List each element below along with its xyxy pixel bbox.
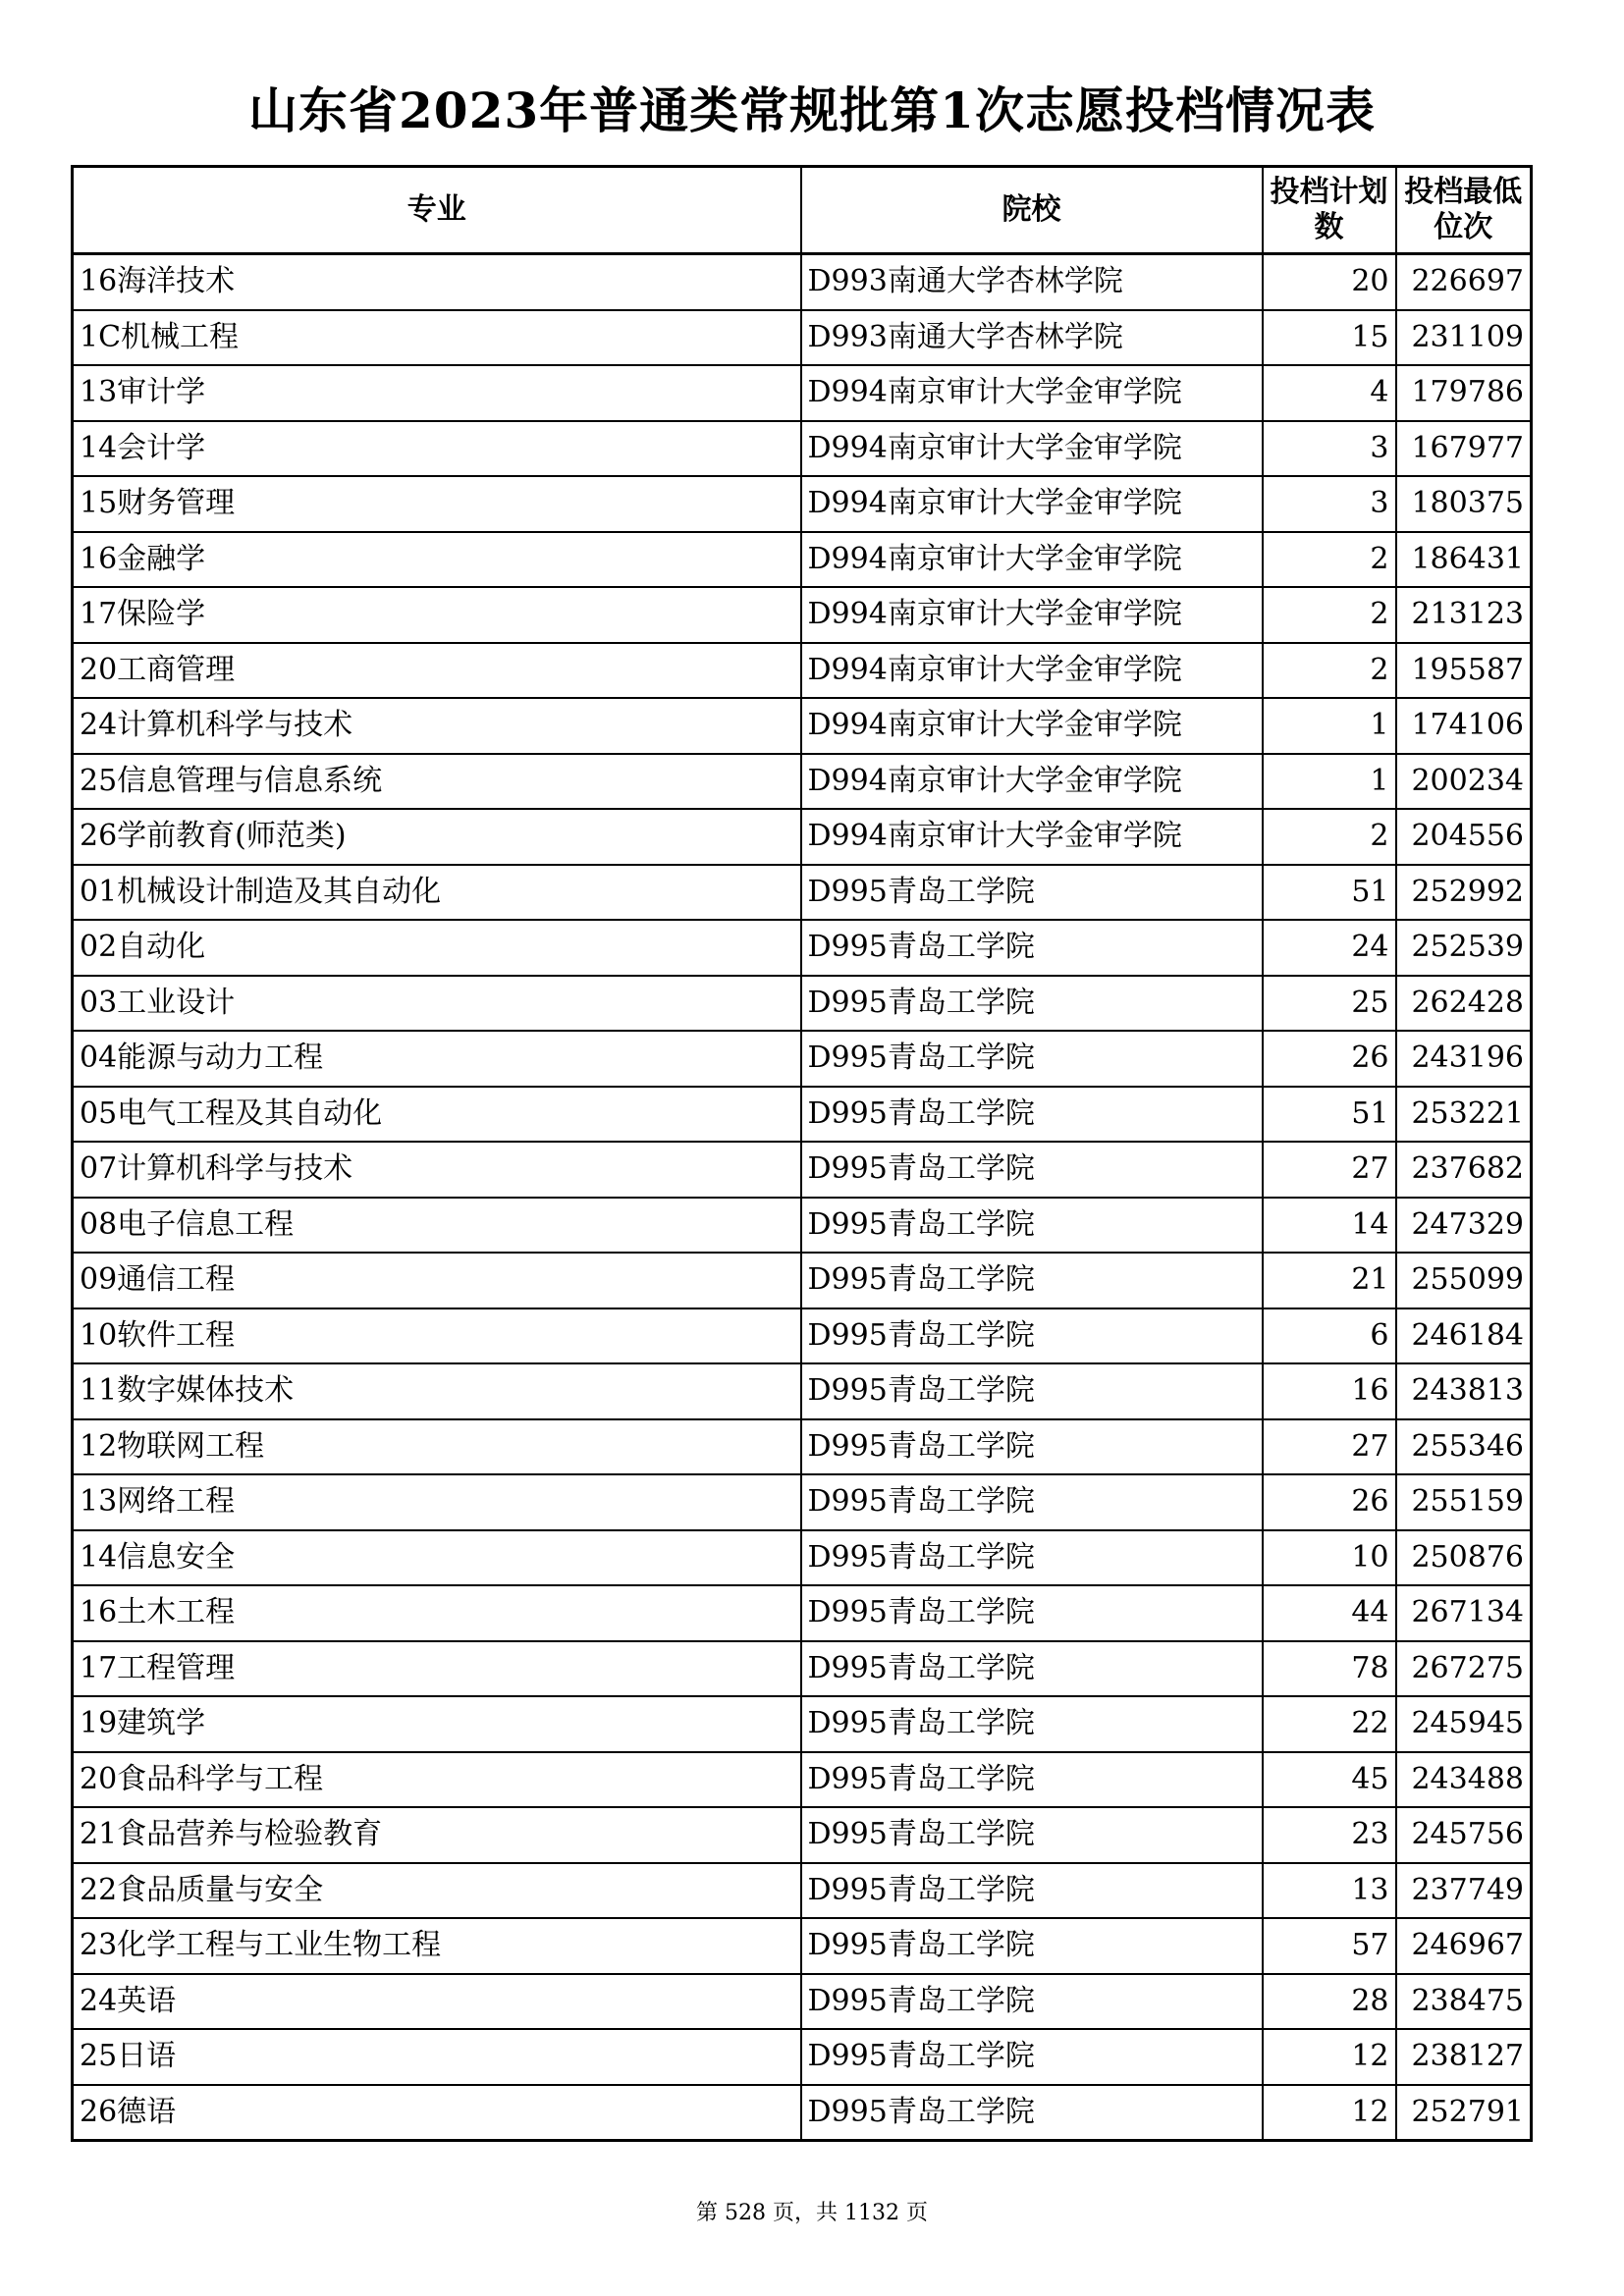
school-cell: D994南京审计大学金审学院 bbox=[801, 754, 1263, 810]
school-cell: D995青岛工学院 bbox=[801, 976, 1263, 1032]
plan-count-cell: 28 bbox=[1263, 1974, 1396, 2030]
min-rank-cell: 238127 bbox=[1396, 2029, 1532, 2085]
major-cell: 20食品科学与工程 bbox=[73, 1752, 801, 1808]
min-rank-cell: 255159 bbox=[1396, 1474, 1532, 1530]
min-rank-cell: 179786 bbox=[1396, 365, 1532, 421]
school-cell: D995青岛工学院 bbox=[801, 1696, 1263, 1752]
school-cell: D995青岛工学院 bbox=[801, 2085, 1263, 2141]
plan-count-cell: 51 bbox=[1263, 1087, 1396, 1143]
min-rank-cell: 243488 bbox=[1396, 1752, 1532, 1808]
table-row bbox=[73, 1696, 1532, 1752]
school-cell: D995青岛工学院 bbox=[801, 1419, 1263, 1475]
min-rank-cell: 252539 bbox=[1396, 920, 1532, 976]
school-cell: D994南京审计大学金审学院 bbox=[801, 365, 1263, 421]
plan-count-cell: 45 bbox=[1263, 1752, 1396, 1808]
school-cell: D995青岛工学院 bbox=[801, 1474, 1263, 1530]
major-cell: 25日语 bbox=[73, 2029, 801, 2085]
plan-count-cell: 20 bbox=[1263, 254, 1396, 310]
plan-count-cell: 44 bbox=[1263, 1585, 1396, 1641]
school-cell: D993南通大学杏林学院 bbox=[801, 310, 1263, 366]
min-rank-cell: 262428 bbox=[1396, 976, 1532, 1032]
major-cell: 09通信工程 bbox=[73, 1253, 801, 1308]
min-rank-cell: 195587 bbox=[1396, 643, 1532, 699]
table-row bbox=[73, 1474, 1532, 1530]
table-row bbox=[73, 1419, 1532, 1475]
major-cell: 26学前教育(师范类) bbox=[73, 809, 801, 865]
major-cell: 03工业设计 bbox=[73, 976, 801, 1032]
header-plan: 投档计划数 bbox=[1263, 167, 1396, 254]
major-cell: 24计算机科学与技术 bbox=[73, 698, 801, 754]
major-cell: 01机械设计制造及其自动化 bbox=[73, 865, 801, 921]
plan-count-cell: 51 bbox=[1263, 865, 1396, 921]
major-cell: 14信息安全 bbox=[73, 1530, 801, 1586]
plan-count-cell: 2 bbox=[1263, 809, 1396, 865]
table-row bbox=[73, 976, 1532, 1032]
min-rank-cell: 267275 bbox=[1396, 1641, 1532, 1697]
school-cell: D995青岛工学院 bbox=[801, 1363, 1263, 1419]
header-school: 院校 bbox=[801, 167, 1263, 254]
school-cell: D995青岛工学院 bbox=[801, 1031, 1263, 1087]
min-rank-cell: 255099 bbox=[1396, 1253, 1532, 1308]
min-rank-cell: 204556 bbox=[1396, 809, 1532, 865]
major-cell: 13网络工程 bbox=[73, 1474, 801, 1530]
table-row bbox=[73, 421, 1532, 477]
min-rank-cell: 245945 bbox=[1396, 1696, 1532, 1752]
table-row bbox=[73, 1641, 1532, 1697]
min-rank-cell: 200234 bbox=[1396, 754, 1532, 810]
major-cell: 08电子信息工程 bbox=[73, 1198, 801, 1254]
page-footer: 第 528 页，共 1132 页 bbox=[696, 2201, 928, 2225]
table-row bbox=[73, 254, 1532, 310]
school-cell: D994南京审计大学金审学院 bbox=[801, 532, 1263, 588]
table-row bbox=[73, 920, 1532, 976]
plan-count-cell: 22 bbox=[1263, 1696, 1396, 1752]
plan-count-cell: 10 bbox=[1263, 1530, 1396, 1586]
plan-count-cell: 24 bbox=[1263, 920, 1396, 976]
table-row bbox=[73, 1087, 1532, 1143]
plan-count-cell: 27 bbox=[1263, 1419, 1396, 1475]
min-rank-cell: 213123 bbox=[1396, 587, 1532, 643]
school-cell: D995青岛工学院 bbox=[801, 1807, 1263, 1863]
plan-count-cell: 12 bbox=[1263, 2029, 1396, 2085]
major-cell: 17保险学 bbox=[73, 587, 801, 643]
min-rank-cell: 267134 bbox=[1396, 1585, 1532, 1641]
plan-count-cell: 78 bbox=[1263, 1641, 1396, 1697]
school-cell: D995青岛工学院 bbox=[801, 1530, 1263, 1586]
school-cell: D995青岛工学院 bbox=[801, 1863, 1263, 1919]
min-rank-cell: 253221 bbox=[1396, 1087, 1532, 1143]
major-cell: 25信息管理与信息系统 bbox=[73, 754, 801, 810]
plan-count-cell: 25 bbox=[1263, 976, 1396, 1032]
school-cell: D995青岛工学院 bbox=[801, 920, 1263, 976]
min-rank-cell: 250876 bbox=[1396, 1530, 1532, 1586]
plan-count-cell: 16 bbox=[1263, 1363, 1396, 1419]
major-cell: 12物联网工程 bbox=[73, 1419, 801, 1475]
plan-count-cell: 2 bbox=[1263, 643, 1396, 699]
school-cell: D994南京审计大学金审学院 bbox=[801, 643, 1263, 699]
min-rank-cell: 180375 bbox=[1396, 476, 1532, 532]
major-cell: 21食品营养与检验教育 bbox=[73, 1807, 801, 1863]
major-cell: 26德语 bbox=[73, 2085, 801, 2141]
major-cell: 24英语 bbox=[73, 1974, 801, 2030]
min-rank-cell: 174106 bbox=[1396, 698, 1532, 754]
min-rank-cell: 238475 bbox=[1396, 1974, 1532, 2030]
table-body bbox=[73, 254, 1532, 2141]
major-cell: 20工商管理 bbox=[73, 643, 801, 699]
major-cell: 17工程管理 bbox=[73, 1641, 801, 1697]
table-row bbox=[73, 1863, 1532, 1919]
major-cell: 04能源与动力工程 bbox=[73, 1031, 801, 1087]
major-cell: 07计算机科学与技术 bbox=[73, 1142, 801, 1198]
plan-count-cell: 23 bbox=[1263, 1807, 1396, 1863]
school-cell: D995青岛工学院 bbox=[801, 1585, 1263, 1641]
header-major: 专业 bbox=[73, 167, 801, 254]
min-rank-cell: 247329 bbox=[1396, 1198, 1532, 1254]
plan-count-cell: 26 bbox=[1263, 1474, 1396, 1530]
plan-count-cell: 4 bbox=[1263, 365, 1396, 421]
table-row bbox=[73, 1585, 1532, 1641]
table-row bbox=[73, 532, 1532, 588]
plan-count-cell: 27 bbox=[1263, 1142, 1396, 1198]
school-cell: D994南京审计大学金审学院 bbox=[801, 476, 1263, 532]
table-row bbox=[73, 587, 1532, 643]
min-rank-cell: 243813 bbox=[1396, 1363, 1532, 1419]
plan-count-cell: 3 bbox=[1263, 421, 1396, 477]
plan-count-cell: 57 bbox=[1263, 1918, 1396, 1974]
table-row bbox=[73, 1974, 1532, 2030]
admission-table bbox=[71, 165, 1533, 2142]
table-row bbox=[73, 1198, 1532, 1254]
school-cell: D994南京审计大学金审学院 bbox=[801, 698, 1263, 754]
school-cell: D995青岛工学院 bbox=[801, 1198, 1263, 1254]
school-cell: D994南京审计大学金审学院 bbox=[801, 421, 1263, 477]
school-cell: D995青岛工学院 bbox=[801, 1087, 1263, 1143]
min-rank-cell: 226697 bbox=[1396, 254, 1532, 310]
plan-count-cell: 15 bbox=[1263, 310, 1396, 366]
min-rank-cell: 237682 bbox=[1396, 1142, 1532, 1198]
min-rank-cell: 231109 bbox=[1396, 310, 1532, 366]
plan-count-cell: 2 bbox=[1263, 587, 1396, 643]
plan-count-cell: 6 bbox=[1263, 1308, 1396, 1364]
major-cell: 1C机械工程 bbox=[73, 310, 801, 366]
table-row bbox=[73, 1530, 1532, 1586]
table-row bbox=[73, 1807, 1532, 1863]
major-cell: 23化学工程与工业生物工程 bbox=[73, 1918, 801, 1974]
plan-count-cell: 1 bbox=[1263, 754, 1396, 810]
table-row bbox=[73, 1142, 1532, 1198]
table-row bbox=[73, 365, 1532, 421]
table-row bbox=[73, 754, 1532, 810]
major-cell: 14会计学 bbox=[73, 421, 801, 477]
plan-count-cell: 12 bbox=[1263, 2085, 1396, 2141]
min-rank-cell: 246184 bbox=[1396, 1308, 1532, 1364]
min-rank-cell: 237749 bbox=[1396, 1863, 1532, 1919]
min-rank-cell: 245756 bbox=[1396, 1807, 1532, 1863]
school-cell: D995青岛工学院 bbox=[801, 1308, 1263, 1364]
header-rank: 投档最低位次 bbox=[1396, 167, 1532, 254]
major-cell: 16金融学 bbox=[73, 532, 801, 588]
major-cell: 16海洋技术 bbox=[73, 254, 801, 310]
table-row bbox=[73, 310, 1532, 366]
school-cell: D994南京审计大学金审学院 bbox=[801, 809, 1263, 865]
school-cell: D993南通大学杏林学院 bbox=[801, 254, 1263, 310]
table-row bbox=[73, 865, 1532, 921]
table-row bbox=[73, 1253, 1532, 1308]
major-cell: 16土木工程 bbox=[73, 1585, 801, 1641]
table-row bbox=[73, 643, 1532, 699]
school-cell: D995青岛工学院 bbox=[801, 2029, 1263, 2085]
plan-count-cell: 1 bbox=[1263, 698, 1396, 754]
min-rank-cell: 243196 bbox=[1396, 1031, 1532, 1087]
table-row bbox=[73, 1031, 1532, 1087]
table-row bbox=[73, 1308, 1532, 1364]
table-row bbox=[73, 809, 1532, 865]
table-row bbox=[73, 1363, 1532, 1419]
table-header-row bbox=[73, 167, 1532, 254]
min-rank-cell: 255346 bbox=[1396, 1419, 1532, 1475]
min-rank-cell: 252992 bbox=[1396, 865, 1532, 921]
school-cell: D994南京审计大学金审学院 bbox=[801, 587, 1263, 643]
min-rank-cell: 167977 bbox=[1396, 421, 1532, 477]
table-row bbox=[73, 1918, 1532, 1974]
major-cell: 11数字媒体技术 bbox=[73, 1363, 801, 1419]
plan-count-cell: 2 bbox=[1263, 532, 1396, 588]
table-row bbox=[73, 2085, 1532, 2141]
table-row bbox=[73, 698, 1532, 754]
major-cell: 19建筑学 bbox=[73, 1696, 801, 1752]
major-cell: 10软件工程 bbox=[73, 1308, 801, 1364]
plan-count-cell: 21 bbox=[1263, 1253, 1396, 1308]
school-cell: D995青岛工学院 bbox=[801, 1641, 1263, 1697]
min-rank-cell: 252791 bbox=[1396, 2085, 1532, 2141]
major-cell: 13审计学 bbox=[73, 365, 801, 421]
major-cell: 15财务管理 bbox=[73, 476, 801, 532]
school-cell: D995青岛工学院 bbox=[801, 1253, 1263, 1308]
school-cell: D995青岛工学院 bbox=[801, 1142, 1263, 1198]
school-cell: D995青岛工学院 bbox=[801, 1752, 1263, 1808]
table-row bbox=[73, 476, 1532, 532]
school-cell: D995青岛工学院 bbox=[801, 865, 1263, 921]
min-rank-cell: 246967 bbox=[1396, 1918, 1532, 1974]
table-row bbox=[73, 2029, 1532, 2085]
plan-count-cell: 3 bbox=[1263, 476, 1396, 532]
major-cell: 02自动化 bbox=[73, 920, 801, 976]
plan-count-cell: 14 bbox=[1263, 1198, 1396, 1254]
page-title: 山东省2023年普通类常规批第1次志愿投档情况表 bbox=[248, 81, 1376, 139]
school-cell: D995青岛工学院 bbox=[801, 1974, 1263, 2030]
table-row bbox=[73, 1752, 1532, 1808]
major-cell: 05电气工程及其自动化 bbox=[73, 1087, 801, 1143]
school-cell: D995青岛工学院 bbox=[801, 1918, 1263, 1974]
plan-count-cell: 26 bbox=[1263, 1031, 1396, 1087]
min-rank-cell: 186431 bbox=[1396, 532, 1532, 588]
major-cell: 22食品质量与安全 bbox=[73, 1863, 801, 1919]
plan-count-cell: 13 bbox=[1263, 1863, 1396, 1919]
